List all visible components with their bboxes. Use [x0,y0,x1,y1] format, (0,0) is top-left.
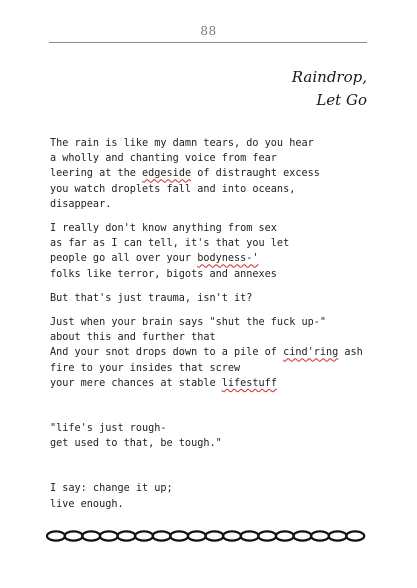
line-text: leering at the [50,168,143,180]
chain-link [170,531,188,540]
poem-line [50,376,380,391]
poem-line: about this and further that [50,332,216,344]
header-rule [49,42,367,43]
stanza-6 [50,481,380,511]
spellcheck-word[interactable]: bodyness-' [197,253,259,265]
poem-line [50,345,380,360]
poem-line: live enough. [50,498,124,510]
chain-link [241,531,259,540]
spellcheck-word[interactable]: edgeside [142,168,192,180]
poem-line: I really don't know anything from sex [50,223,277,235]
spellcheck-word[interactable]: lifestuff [221,377,277,389]
chain-link [293,531,311,540]
chain-link [47,531,65,540]
chain-link [276,531,294,540]
chain-link-ornament-icon [46,528,370,544]
stanza-2 [50,221,380,282]
poem-title-line-2: Let Go [316,91,367,109]
chain-link [135,531,153,540]
chain-link [65,531,83,540]
poem-line: disappear. [50,198,112,210]
chain-link [346,531,364,540]
poem-title-line-1: Raindrop, [291,68,367,86]
poem-line: a wholly and chanting voice from fear [50,153,277,165]
chain-link [329,531,347,540]
poem-line: I say: change it up; [50,483,173,495]
line-text: ash [338,347,363,359]
chain-link [82,531,100,540]
poem-title [292,66,367,112]
poem-line [50,166,380,181]
line-text: of distraught excess [191,168,320,180]
chain-link [223,531,241,540]
chain-link [311,531,329,540]
chain-link [117,531,135,540]
chain-link [205,531,223,540]
poem-line: "life's just rough- [50,423,167,435]
chain-link [100,531,118,540]
chain-link [258,531,276,540]
poem-line [50,251,380,266]
poem-line: Just when your brain says "shut the fuck up-" [50,317,327,329]
stanza-3 [50,291,380,306]
stanza-5 [50,421,380,451]
line-text: people go all over your [50,253,198,265]
chain-link [153,531,171,540]
poem-line: fire to your insides that screw [50,362,241,374]
poem-body [50,136,380,521]
poem-line: as far as I can tell, it's that you let [50,238,290,250]
poem-line: get used to that, be tough." [50,438,222,450]
line-text: And your snot drops down to a pile of [50,347,284,359]
poem-line: But that's just trauma, isn't it? [50,292,253,304]
stanza-4 [50,315,380,391]
poem-line: you watch droplets fall and into oceans, [50,183,296,195]
poem-line: folks like terror, bigots and annexes [50,268,277,280]
spellcheck-word[interactable]: cind'ring [283,347,339,359]
chain-link [188,531,206,540]
poem-line: The rain is like my damn tears, do you hear [50,138,314,149]
line-text: your mere chances at stable [50,377,222,389]
stanza-1 [50,136,380,212]
page-number: 88 [200,24,217,38]
